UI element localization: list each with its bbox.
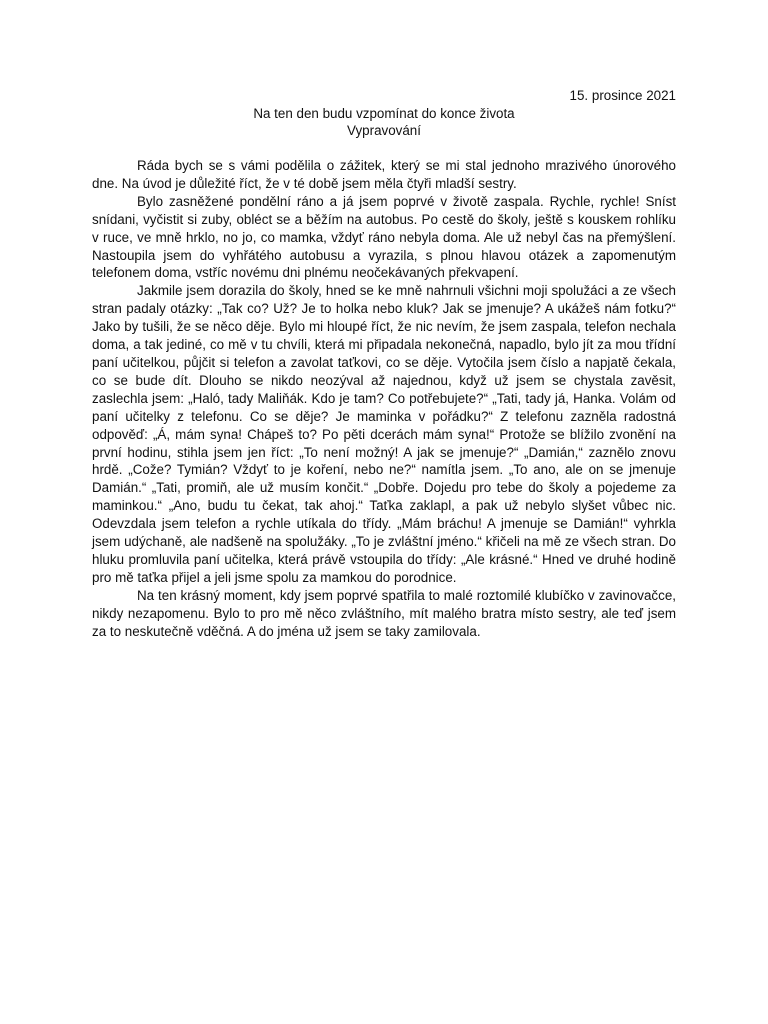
paragraph: Jakmile jsem dorazila do školy, hned se ke mně nahrnuli všichni moji spolužáci a ze všech stran padaly otázky: „Tak co? Už? Je to holka nebo kluk? Jak se jmenuje? A ukážeš nám fotku?“ Jako by tušili, že se něco děje. Bylo mi hloupé říct, že nic nevím, že jsem zaspala, telefon nechala doma, a tak jediné, co mě v tu chvíli, která mi připadala nekonečná, napadlo, bylo jít za mou třídní paní učitelkou, půjčit si telefon a zavolat taťkovi, co se děje. Vytočila jsem číslo a napjatě čekala, co se bude dít. Dlouho se nikdo neozýval až najednou, když už jsem se chystala zavěsit, zaslechla jsem: „Haló, tady Maliňák. Kdo je tam? Co potřebujete?“ „Tati, tady já, Hanka. Volám od paní učitelky z telefonu. Co se děje? Je maminka v pořádku?“ Z telefonu zazněla radostná odpověď: „Á, mám syna! Chápeš to? Po pěti dcerách mám syna!“ Protože se blížilo zvonění na první hodinu, stihla jsem jen říct: „To není možný! A jak se jmenuje?“ „Damián,“ zaznělo znovu hrdě. „Cože? Tymián? Vždyť to je koření, nebo ne?“ namítla jsem. „To ano, ale on se jmenuje Damián.“ „Tati, promiň, ale už musím končit.“ „Dobře. Dojedu pro tebe do školy a pojedeme za maminkou.“ „Ano, budu tu čekat, tak ahoj.“ Taťka zaklapl, a pak už nebylo slyšet vůbec nic. Odevzdala jsem telefon a rychle utíkala do třídy. „Mám bráchu! A jmenuje se Damián!“ vyhrkla jsem udýchaně, ale nadšeně na spolužáky. „To je zvláštní jméno.“ křičeli na mě ze všech stran. Do hluku promluvila paní učitelka, která právě vstoupila do třídy: „Ale krásné.“ Hned ve druhé hodině pro mě taťka přijel a jeli jsme spolu za mamkou do porodnice. — [92, 283, 676, 585]
paragraph: Ráda bych se s vámi podělila o zážitek, který se mi stal jednoho mrazivého únorového dne. Na úvod je důležité říct, že v té době jsem měla čtyři mladší sestry. — [92, 158, 676, 191]
document-title: Na ten den budu vzpomínat do konce života — [253, 106, 515, 121]
paragraph: Na ten krásný moment, kdy jsem poprvé spatřila to malé roztomilé klubíčko v zavinovačce, nikdy nezapomenu. Bylo to pro mě něco zvláštního, mít malého bratra místo sestry, ale teď jsem za to neskutečně vděčná. A do jména už jsem se taky zamilovala. — [92, 587, 676, 639]
paragraph: Bylo zasněžené pondělní ráno a já jsem poprvé v životě zaspala. Rychle, rychle! Sníst snídani, vyčistit si zuby, obléct se a běžím na autobus. Po cestě do školy, ještě s kouskem rohlíku v ruce, ve mně hrklo, no jo, co mamka, vždyť ráno nebyla doma. Ale už nebyl čas na přemýšlení. Nastoupila jsem do vyhřátého autobusu a vyrazila, s plnou hlavou otázek a zapomenutým telefonem doma, vstříc novému dni plnému neočekávaných překvapení. — [92, 193, 676, 281]
document-subtitle: Vypravování — [347, 123, 421, 138]
document-body — [92, 157, 676, 640]
document-date: 15. prosince 2021 — [569, 88, 676, 103]
